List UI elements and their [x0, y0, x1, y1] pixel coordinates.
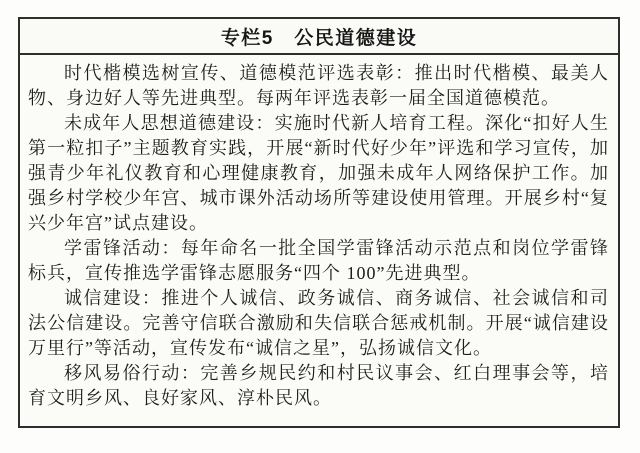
- column-header: [20, 19, 618, 55]
- column-body: [20, 55, 618, 411]
- paragraph-learn-from-leifeng: 学雷锋活动：每年命名一批全国学雷锋活动示范点和岗位学雷锋标兵，宣传推选学雷锋志愿服务“四个 100”先进典型。: [28, 238, 609, 283]
- paragraph-customs-reform: 移风易俗行动：完善乡规民约和村民议事会、红白理事会等，培育文明乡风、良好家风、淳朴民风。: [28, 363, 609, 408]
- column-box: [18, 17, 620, 428]
- column-title: 专栏5 公民道德建设: [220, 27, 418, 49]
- paragraph-role-models: 时代楷模选树宣传、道德模范评选表彰：推出时代楷模、最美人物、身边好人等先进典型。每两年评选表彰一届全国道德模范。: [28, 63, 609, 108]
- paragraph-integrity-building: 诚信建设：推进个人诚信、政务诚信、商务诚信、社会诚信和司法公信建设。完善守信联合激励和失信联合惩戒机制。开展“诚信建设万里行”等活动，宣传发布“诚信之星”，弘扬诚信文化。: [28, 288, 609, 358]
- paragraph-minors-moral-education: 未成年人思想道德建设：实施时代新人培育工程。深化“扣好人生第一粒扣子”主题教育实践，开展“新时代好少年”评选和学习宣传，加强青少年礼仪教育和心理健康教育，加强未成年人网络保护工作。加强乡村学校少年宫、城市课外活动场所等建设使用管理。开展乡村“复兴少年宫”试点建设。: [28, 113, 609, 233]
